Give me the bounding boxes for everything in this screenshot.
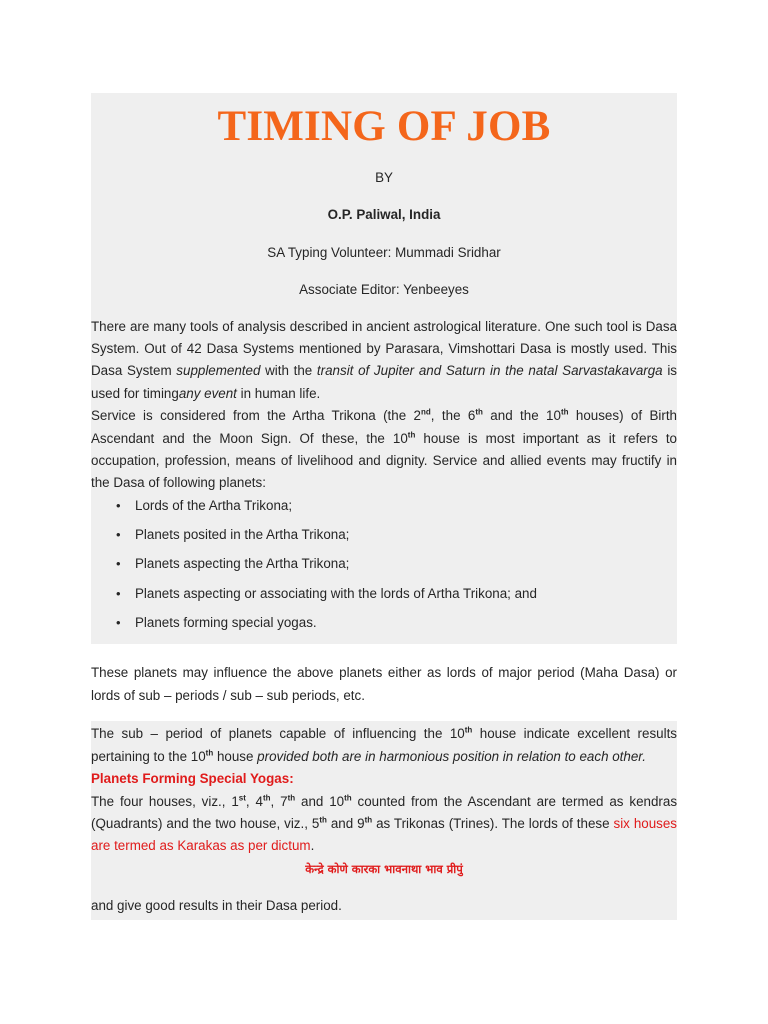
subperiod-paragraph: The sub – period of planets capable of influencing the 10th house indicate excellent results pertaining to the 10th house provided both are in harmonious position in relation to each other.: [91, 725, 677, 764]
planet-list: [91, 495, 677, 635]
yogas-block: [91, 721, 677, 919]
sanskrit-dictum: केन्द्रे कोणे कारका भावनाथा भाव प्रीपुं: [305, 861, 463, 876]
yogas-heading: Planets Forming Special Yogas:: [91, 771, 294, 787]
author-name: O.P. Paliwal, India: [327, 207, 441, 223]
typing-volunteer: SA Typing Volunteer: Mummadi Sridhar: [267, 244, 501, 260]
houses-paragraph: The four houses, viz., 1st, 4th, 7th and 10th counted from the Ascendant are termed as kendras (Quadrants) and the two house, viz., 5th and 9th as Trikonas (Trines). The lords of these six houses are termed as Karakas as per dictum.: [91, 793, 678, 854]
document-title: TIMING OF JOB: [217, 103, 551, 150]
document-page: [91, 93, 677, 920]
closing-line: and give good results in their Dasa period.: [91, 898, 342, 914]
list-item: • Planets aspecting or associating with the lords of Artha Trikona; and: [135, 583, 677, 605]
list-item: • Planets posited in the Artha Trikona;: [135, 524, 677, 546]
intro-paragraph: There are many tools of analysis described in ancient astrological literature. One such tool is Dasa System. Out of 42 Dasa Systems mentioned by Parasara, Vimshottari Dasa is mostly used. This Dasa System supplemented with the transit of Jupiter and Saturn in the natal Sarvastakavarga is used for timingany event in human life.: [91, 318, 677, 401]
associate-editor: Associate Editor: Yenbeeyes: [299, 282, 469, 298]
list-item: • Lords of the Artha Trikona;: [135, 495, 677, 517]
influence-paragraph: These planets may influence the above planets either as lords of major period (Maha Dasa) or lords of sub – periods / sub – sub periods, etc.: [91, 644, 677, 707]
by-line: BY: [375, 170, 393, 185]
list-item: • Planets aspecting the Artha Trikona;: [135, 553, 677, 575]
service-paragraph: Service is considered from the Artha Trikona (the 2nd, the 6th and the 10th houses) of Birth Ascendant and the Moon Sign. Of these, the 10th house is most important as it refers to occupation, profession, means of livelihood and dignity. Service and allied events may fructify in the Dasa of following planets:: [91, 407, 677, 491]
list-item: • Planets forming special yogas.: [135, 612, 677, 634]
header-block: [91, 93, 677, 644]
